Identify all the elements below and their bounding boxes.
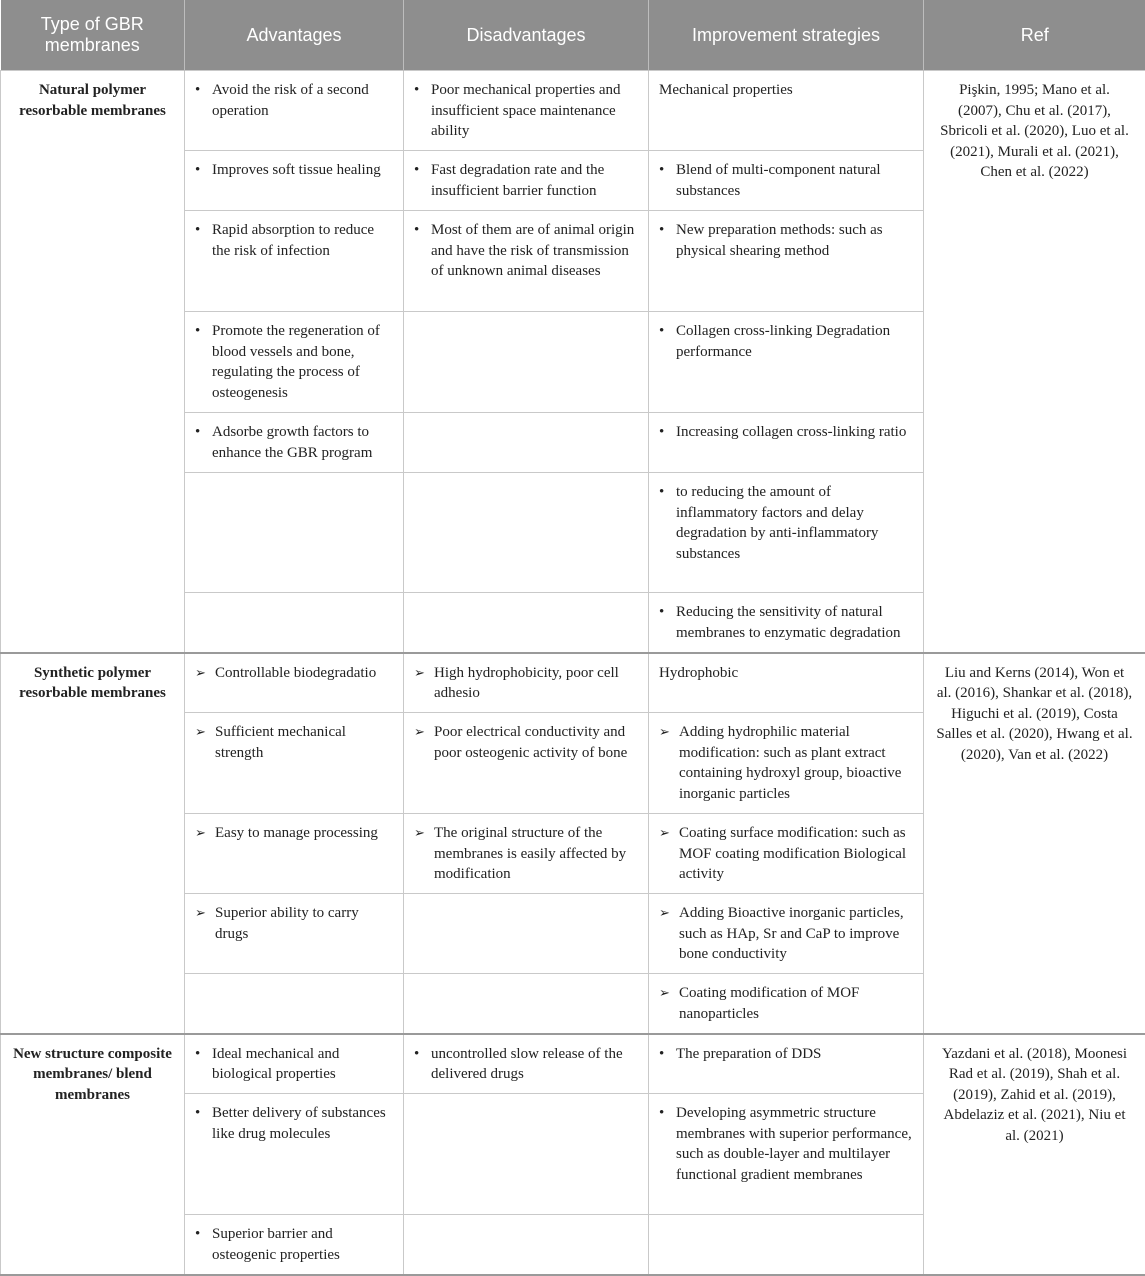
membrane-type-cell: Synthetic polymer resorbable membranes [1, 653, 185, 1034]
arrow-bullet-icon [659, 722, 679, 804]
bullet-item [659, 903, 913, 965]
improvement-cell [649, 473, 924, 593]
improvement-heading: Mechanical properties [659, 82, 793, 98]
bullet-text: The original structure of the membranes is easily affected by modification [434, 823, 638, 885]
bullet-text: Increasing collagen cross-linking ratio [676, 422, 913, 443]
bullet-item [195, 663, 393, 685]
reference-cell: Liu and Kerns (2014), Won et al. (2016), Shankar et al. (2018), Higuchi et al. (2019), Costa Salles et al. (2020), Hwang et al. (2020), Van et al. (2022) [924, 653, 1145, 1034]
bullet-item [659, 1103, 913, 1185]
bullet-dot-icon [195, 1224, 212, 1265]
bullet-text: Developing asymmetric structure membranes with superior performance, such as double-layer and multilayer functional gradient membranes [676, 1103, 913, 1185]
disadvantage-cell [404, 71, 649, 151]
improvement-cell [649, 151, 924, 211]
disadvantage-cell [404, 1034, 649, 1094]
advantage-cell [185, 894, 404, 974]
bullet-item [195, 220, 393, 261]
bullet-item [195, 422, 393, 463]
advantage-cell [185, 593, 404, 653]
header-improvement: Improvement strategies [649, 0, 924, 71]
bullet-item [195, 903, 393, 944]
bullet-text: Rapid absorption to reduce the risk of infection [212, 220, 393, 261]
advantage-cell [185, 413, 404, 473]
disadvantage-cell [404, 593, 649, 653]
improvement-cell [649, 974, 924, 1034]
advantage-cell [185, 974, 404, 1034]
arrow-bullet-icon [195, 663, 215, 685]
membrane-type-cell: New structure composite membranes/ blend membranes [1, 1034, 185, 1275]
improvement-cell [649, 894, 924, 974]
advantage-cell [185, 814, 404, 894]
bullet-item [414, 80, 638, 142]
arrow-bullet-icon [195, 722, 215, 763]
bullet-item [414, 1044, 638, 1085]
bullet-text: Superior ability to carry drugs [215, 903, 393, 944]
advantage-cell [185, 713, 404, 814]
improvement-cell [649, 1034, 924, 1094]
arrow-bullet-icon [414, 823, 434, 885]
bullet-item [195, 1103, 393, 1144]
bullet-item [195, 80, 393, 121]
disadvantage-cell [404, 974, 649, 1034]
advantage-cell [185, 211, 404, 312]
arrow-bullet-icon [659, 903, 679, 965]
improvement-cell [649, 211, 924, 312]
bullet-dot-icon [195, 1103, 212, 1144]
disadvantage-cell [404, 894, 649, 974]
bullet-item [195, 1044, 393, 1085]
bullet-item [195, 722, 393, 763]
bullet-dot-icon [414, 220, 431, 282]
bullet-dot-icon [195, 220, 212, 261]
bullet-item [195, 321, 393, 403]
advantage-cell [185, 151, 404, 211]
bullet-text: uncontrolled slow release of the delivered drugs [431, 1044, 638, 1085]
bullet-text: Collagen cross-linking Degradation performance [676, 321, 913, 362]
bullet-dot-icon [195, 422, 212, 463]
header-disadvantages: Disadvantages [404, 0, 649, 71]
bullet-dot-icon [659, 220, 676, 261]
disadvantage-cell [404, 211, 649, 312]
improvement-cell [649, 71, 924, 151]
membrane-type-cell: Natural polymer resorbable membranes [1, 71, 185, 653]
disadvantage-cell [404, 653, 649, 713]
bullet-dot-icon [659, 321, 676, 362]
header-row [1, 0, 1145, 71]
header-ref: Ref [924, 0, 1145, 71]
advantage-cell [185, 653, 404, 713]
bullet-dot-icon [195, 160, 212, 181]
bullet-dot-icon [414, 80, 431, 142]
bullet-text: Ideal mechanical and biological properties [212, 1044, 393, 1085]
disadvantage-cell [404, 312, 649, 413]
bullet-text: Avoid the risk of a second operation [212, 80, 393, 121]
advantage-cell [185, 473, 404, 593]
reference-cell: Yazdani et al. (2018), Moonesi Rad et al. (2019), Shah et al. (2019), Zahid et al. (2019), Abdelaziz et al. (2021), Niu et al. (2021) [924, 1034, 1145, 1275]
advantage-cell [185, 1094, 404, 1215]
bullet-item [659, 160, 913, 201]
bullet-dot-icon [195, 80, 212, 121]
improvement-heading: Hydrophobic [659, 665, 738, 681]
bullet-text: Coating modification of MOF nanoparticles [679, 983, 913, 1024]
bullet-text: Reducing the sensitivity of natural membranes to enzymatic degradation [676, 602, 913, 643]
bullet-dot-icon [659, 422, 676, 443]
bullet-item [659, 422, 913, 443]
arrow-bullet-icon [414, 722, 434, 763]
arrow-bullet-icon [195, 823, 215, 845]
bullet-dot-icon [659, 1044, 676, 1065]
bullet-text: Easy to manage processing [215, 823, 393, 845]
header-type: Type of GBR membranes [1, 0, 185, 71]
table-row [1, 1034, 1145, 1094]
disadvantage-cell [404, 151, 649, 211]
arrow-bullet-icon [659, 983, 679, 1024]
disadvantage-cell [404, 814, 649, 894]
bullet-text: Most of them are of animal origin and have the risk of transmission of unknown animal diseases [431, 220, 638, 282]
improvement-cell [649, 1094, 924, 1215]
table-body [1, 71, 1145, 1275]
bullet-item [659, 1044, 913, 1065]
bullet-item [195, 1224, 393, 1265]
arrow-bullet-icon [414, 663, 434, 704]
bullet-item [414, 823, 638, 885]
table-row [1, 71, 1145, 151]
advantage-cell [185, 1215, 404, 1275]
bullet-item [659, 722, 913, 804]
advantage-cell [185, 71, 404, 151]
bullet-text: New preparation methods: such as physical shearing method [676, 220, 913, 261]
bullet-dot-icon [659, 482, 676, 564]
bullet-text: Fast degradation rate and the insufficient barrier function [431, 160, 638, 201]
bullet-item [195, 823, 393, 845]
bullet-text: Better delivery of substances like drug molecules [212, 1103, 393, 1144]
improvement-cell [649, 653, 924, 713]
bullet-text: Sufficient mechanical strength [215, 722, 393, 763]
bullet-item [414, 663, 638, 704]
bullet-dot-icon [195, 321, 212, 403]
bullet-item [414, 160, 638, 201]
bullet-text: Adding Bioactive inorganic particles, such as HAp, Sr and CaP to improve bone conductivity [679, 903, 913, 965]
bullet-text: Coating surface modification: such as MOF coating modification Biological activity [679, 823, 913, 885]
improvement-cell [649, 713, 924, 814]
bullet-dot-icon [659, 1103, 676, 1185]
bullet-item [659, 220, 913, 261]
improvement-cell [649, 1215, 924, 1275]
bullet-text: Poor electrical conductivity and poor osteogenic activity of bone [434, 722, 638, 763]
disadvantage-cell [404, 1215, 649, 1275]
disadvantage-cell [404, 473, 649, 593]
reference-cell: Pişkin, 1995; Mano et al. (2007), Chu et al. (2017), Sbricoli et al. (2020), Luo et al. (2021), Murali et al. (2021), Chen et al. (2022) [924, 71, 1145, 653]
advantage-cell [185, 312, 404, 413]
improvement-cell [649, 413, 924, 473]
bullet-text: High hydrophobicity, poor cell adhesio [434, 663, 638, 704]
disadvantage-cell [404, 413, 649, 473]
improvement-cell [649, 593, 924, 653]
bullet-text: Improves soft tissue healing [212, 160, 393, 181]
bullet-text: Promote the regeneration of blood vessels and bone, regulating the process of osteogenesis [212, 321, 393, 403]
bullet-item [659, 482, 913, 564]
disadvantage-cell [404, 713, 649, 814]
bullet-item [659, 983, 913, 1024]
bullet-dot-icon [659, 602, 676, 643]
bullet-item [414, 722, 638, 763]
bullet-item [195, 160, 393, 181]
improvement-cell [649, 814, 924, 894]
table-row [1, 653, 1145, 713]
bullet-text: Blend of multi-component natural substances [676, 160, 913, 201]
disadvantage-cell [404, 1094, 649, 1215]
bullet-text: Poor mechanical properties and insufficient space maintenance ability [431, 80, 638, 142]
bullet-text: Adsorbe growth factors to enhance the GBR program [212, 422, 393, 463]
bullet-dot-icon [414, 160, 431, 201]
bullet-dot-icon [195, 1044, 212, 1085]
advantage-cell [185, 1034, 404, 1094]
bullet-item [414, 220, 638, 282]
bullet-text: Controllable biodegradatio [215, 663, 393, 685]
bullet-dot-icon [659, 160, 676, 201]
improvement-cell [649, 312, 924, 413]
bullet-item [659, 321, 913, 362]
header-advantages: Advantages [185, 0, 404, 71]
bullet-text: to reducing the amount of inflammatory factors and delay degradation by anti-inflammatory substances [676, 482, 913, 564]
bullet-text: Superior barrier and osteogenic properties [212, 1224, 393, 1265]
bullet-dot-icon [414, 1044, 431, 1085]
bullet-text: The preparation of DDS [676, 1044, 913, 1065]
bullet-text: Adding hydrophilic material modification: such as plant extract containing hydroxyl group, bioactive inorganic particles [679, 722, 913, 804]
bullet-item [659, 602, 913, 643]
arrow-bullet-icon [659, 823, 679, 885]
arrow-bullet-icon [195, 903, 215, 944]
bullet-item [659, 823, 913, 885]
